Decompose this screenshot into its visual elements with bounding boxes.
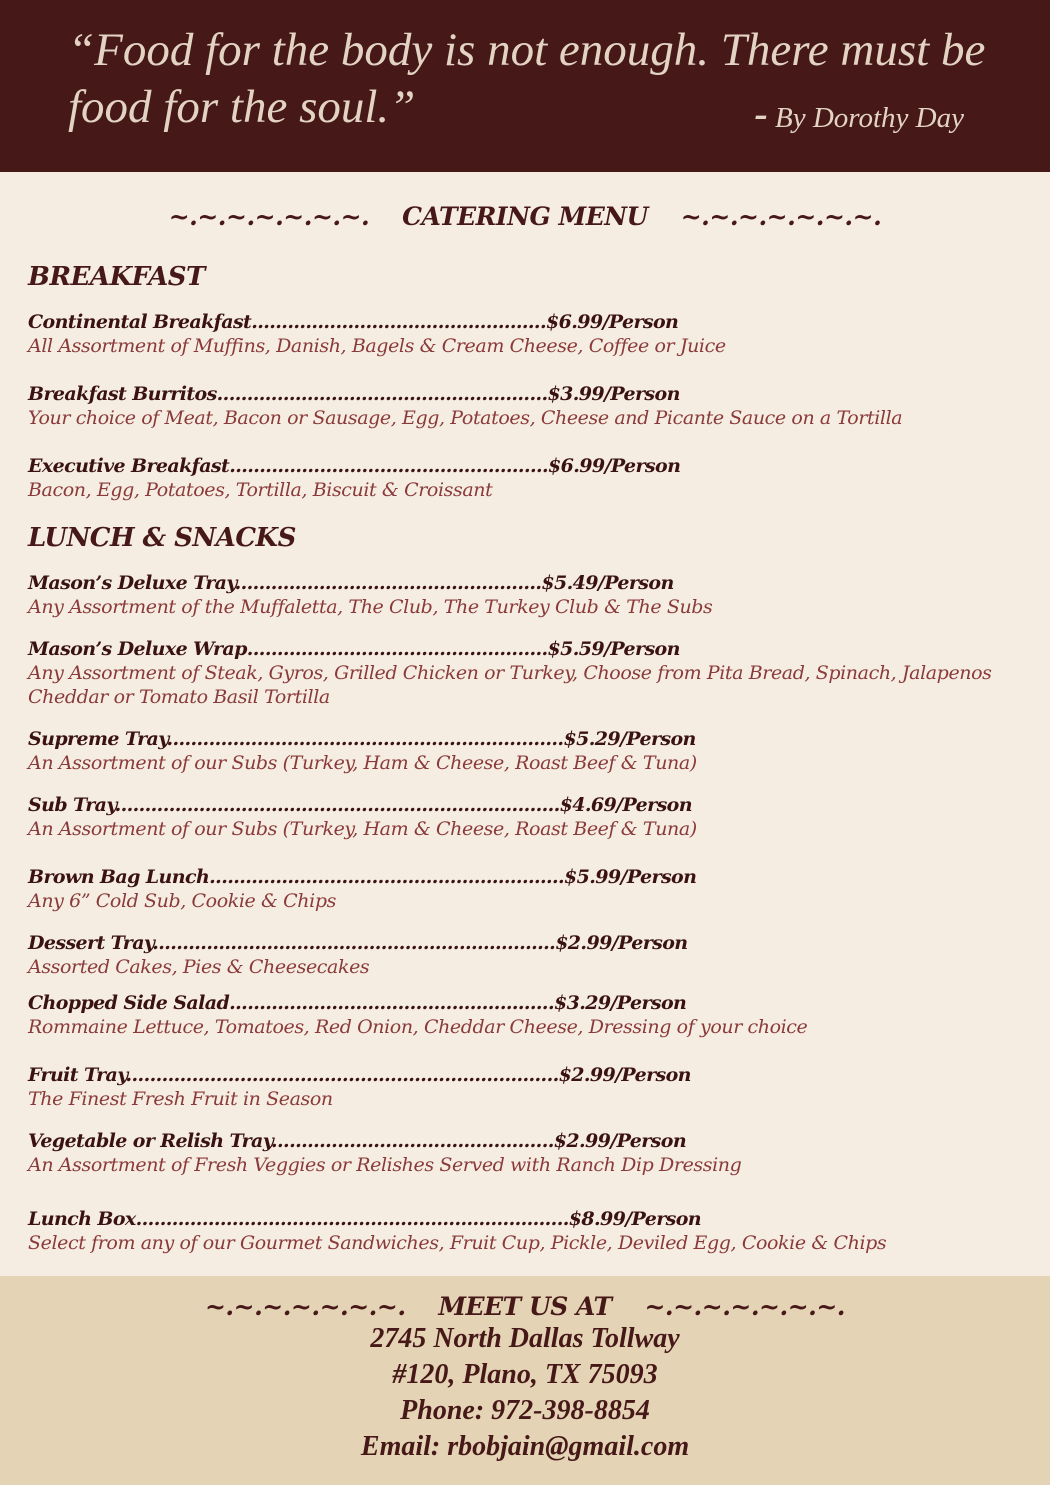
meet-us-heading: ~.~.~.~.~.~.~. MEET US AT ~.~.~.~.~.~.~. <box>204 1292 846 1321</box>
item-name: Sub Tray <box>28 794 115 816</box>
address-line-2: #120, Plano, TX 75093 <box>392 1359 658 1390</box>
author-dash: - <box>754 91 768 136</box>
item-dots: ...................................................... <box>229 992 554 1014</box>
menu-item <box>28 382 1038 430</box>
section-heading-breakfast: BREAKFAST <box>28 262 205 292</box>
author-name: By Dorothy Day <box>775 102 964 134</box>
item-dots: ....................................................... <box>216 383 548 405</box>
menu-item <box>28 637 1038 709</box>
menu-item <box>28 865 1038 913</box>
item-name: Dessert Tray <box>28 932 153 954</box>
menu-item <box>28 793 1038 841</box>
menu-item <box>28 571 1038 619</box>
item-dots: .................................................. <box>246 638 548 660</box>
menu-title: ~.~.~.~.~.~.~. CATERING MENU ~.~.~.~.~.~.~. <box>168 202 882 231</box>
item-name: Mason’s Deluxe Wrap <box>28 638 247 660</box>
item-dots: .................................................................. <box>166 728 564 750</box>
item-description: Rommaine Lettuce, Tomatoes, Red Onion, Cheddar Cheese, Dressing of your choice <box>28 1016 808 1038</box>
item-price: $2.99/Person <box>555 932 688 954</box>
item-name: Vegetable or Relish Tray <box>28 1130 272 1152</box>
item-name: Supreme Tray <box>28 728 167 750</box>
item-dots: ..................................................... <box>229 455 549 477</box>
item-price: $3.99/Person <box>547 383 680 405</box>
quote-text: “Food for the body is not enough. There must be food for the soul.” <box>68 24 986 133</box>
menu-item <box>28 1063 1038 1111</box>
item-description: Bacon, Egg, Potatoes, Tortilla, Biscuit & Croissant <box>28 479 493 501</box>
section-heading-lunch: LUNCH & SNACKS <box>28 523 296 553</box>
address-line-1: 2745 North Dallas Tollway <box>370 1323 680 1354</box>
item-description: The Finest Fresh Fruit in Season <box>28 1088 333 1110</box>
item-description: All Assortment of Muffins, Danish, Bagels & Cream Cheese, Coffee or Juice <box>28 335 726 357</box>
item-price: $2.99/Person <box>558 1064 691 1086</box>
item-price: $5.29/Person <box>563 728 696 750</box>
item-description: Select from any of our Gourmet Sandwiches, Fruit Cup, Pickle, Deviled Egg, Cookie & Chips <box>28 1232 887 1254</box>
menu-item <box>28 1207 1038 1255</box>
item-name: Brown Bag Lunch <box>28 866 210 888</box>
item-name: Mason’s Deluxe Tray <box>28 572 235 594</box>
item-dots: ............................................... <box>271 1130 554 1152</box>
item-dots: ................................................. <box>251 311 546 333</box>
item-price: $5.49/Person <box>541 572 674 594</box>
menu-item <box>28 931 1038 979</box>
item-description: An Assortment of our Subs (Turkey, Ham & Cheese, Roast Beef & Tuna) <box>28 818 697 840</box>
item-price: $5.59/Person <box>547 638 680 660</box>
item-dots: ........................................................................ <box>125 1064 559 1086</box>
item-price: $6.99/Person <box>545 311 679 333</box>
item-dots: .......................................................................... <box>114 794 560 816</box>
item-description: Your choice of Meat, Bacon or Sausage, Egg, Potatoes, Cheese and Picante Sauce on a Tortilla <box>28 407 903 429</box>
item-dots: ................................................... <box>234 572 542 594</box>
item-price: $5.99/Person <box>564 866 697 888</box>
phone-number[interactable]: Phone: 972-398-8854 <box>400 1395 650 1426</box>
item-dots: ........................................................................ <box>135 1208 569 1230</box>
item-dots: ................................................................... <box>152 932 556 954</box>
item-price: $2.99/Person <box>553 1130 687 1152</box>
quote-banner <box>0 0 1050 172</box>
item-price: $4.69/Person <box>559 794 692 816</box>
item-description: Any Assortment of Steak, Gyros, Grilled Chicken or Turkey, Choose from Pita Bread, Spinach, Jalapenos Cheddar or Tomato Basil Tortilla <box>28 662 992 708</box>
item-name: Executive Breakfast <box>28 455 230 477</box>
item-name: Breakfast Burritos <box>28 383 217 405</box>
item-name: Chopped Side Salad <box>28 992 230 1014</box>
menu-item <box>28 991 1038 1039</box>
item-price: $6.99/Person <box>548 455 681 477</box>
menu-item <box>28 1129 1038 1177</box>
email-address[interactable]: Email: rbobjain@gmail.com <box>360 1431 690 1462</box>
menu-item <box>28 727 1038 775</box>
item-description: Any 6” Cold Sub, Cookie & Chips <box>28 890 336 912</box>
item-description: Any Assortment of the Muffaletta, The Club, The Turkey Club & The Subs <box>28 596 713 618</box>
item-price: $8.99/Person <box>568 1208 702 1230</box>
item-name: Continental Breakfast <box>28 311 252 333</box>
menu-item <box>28 454 1038 502</box>
item-description: An Assortment of Fresh Veggies or Relishes Served with Ranch Dip Dressing <box>28 1154 742 1176</box>
item-price: $3.29/Person <box>553 992 687 1014</box>
item-description: Assorted Cakes, Pies & Cheesecakes <box>28 956 370 978</box>
menu-item <box>28 310 1038 358</box>
item-dots: ........................................................... <box>209 866 565 888</box>
item-description: An Assortment of our Subs (Turkey, Ham & Cheese, Roast Beef & Tuna) <box>28 752 697 774</box>
item-name: Fruit Tray <box>28 1064 126 1086</box>
contact-footer <box>0 1276 1050 1485</box>
quote-author <box>754 90 964 137</box>
item-name: Lunch Box <box>28 1208 136 1230</box>
